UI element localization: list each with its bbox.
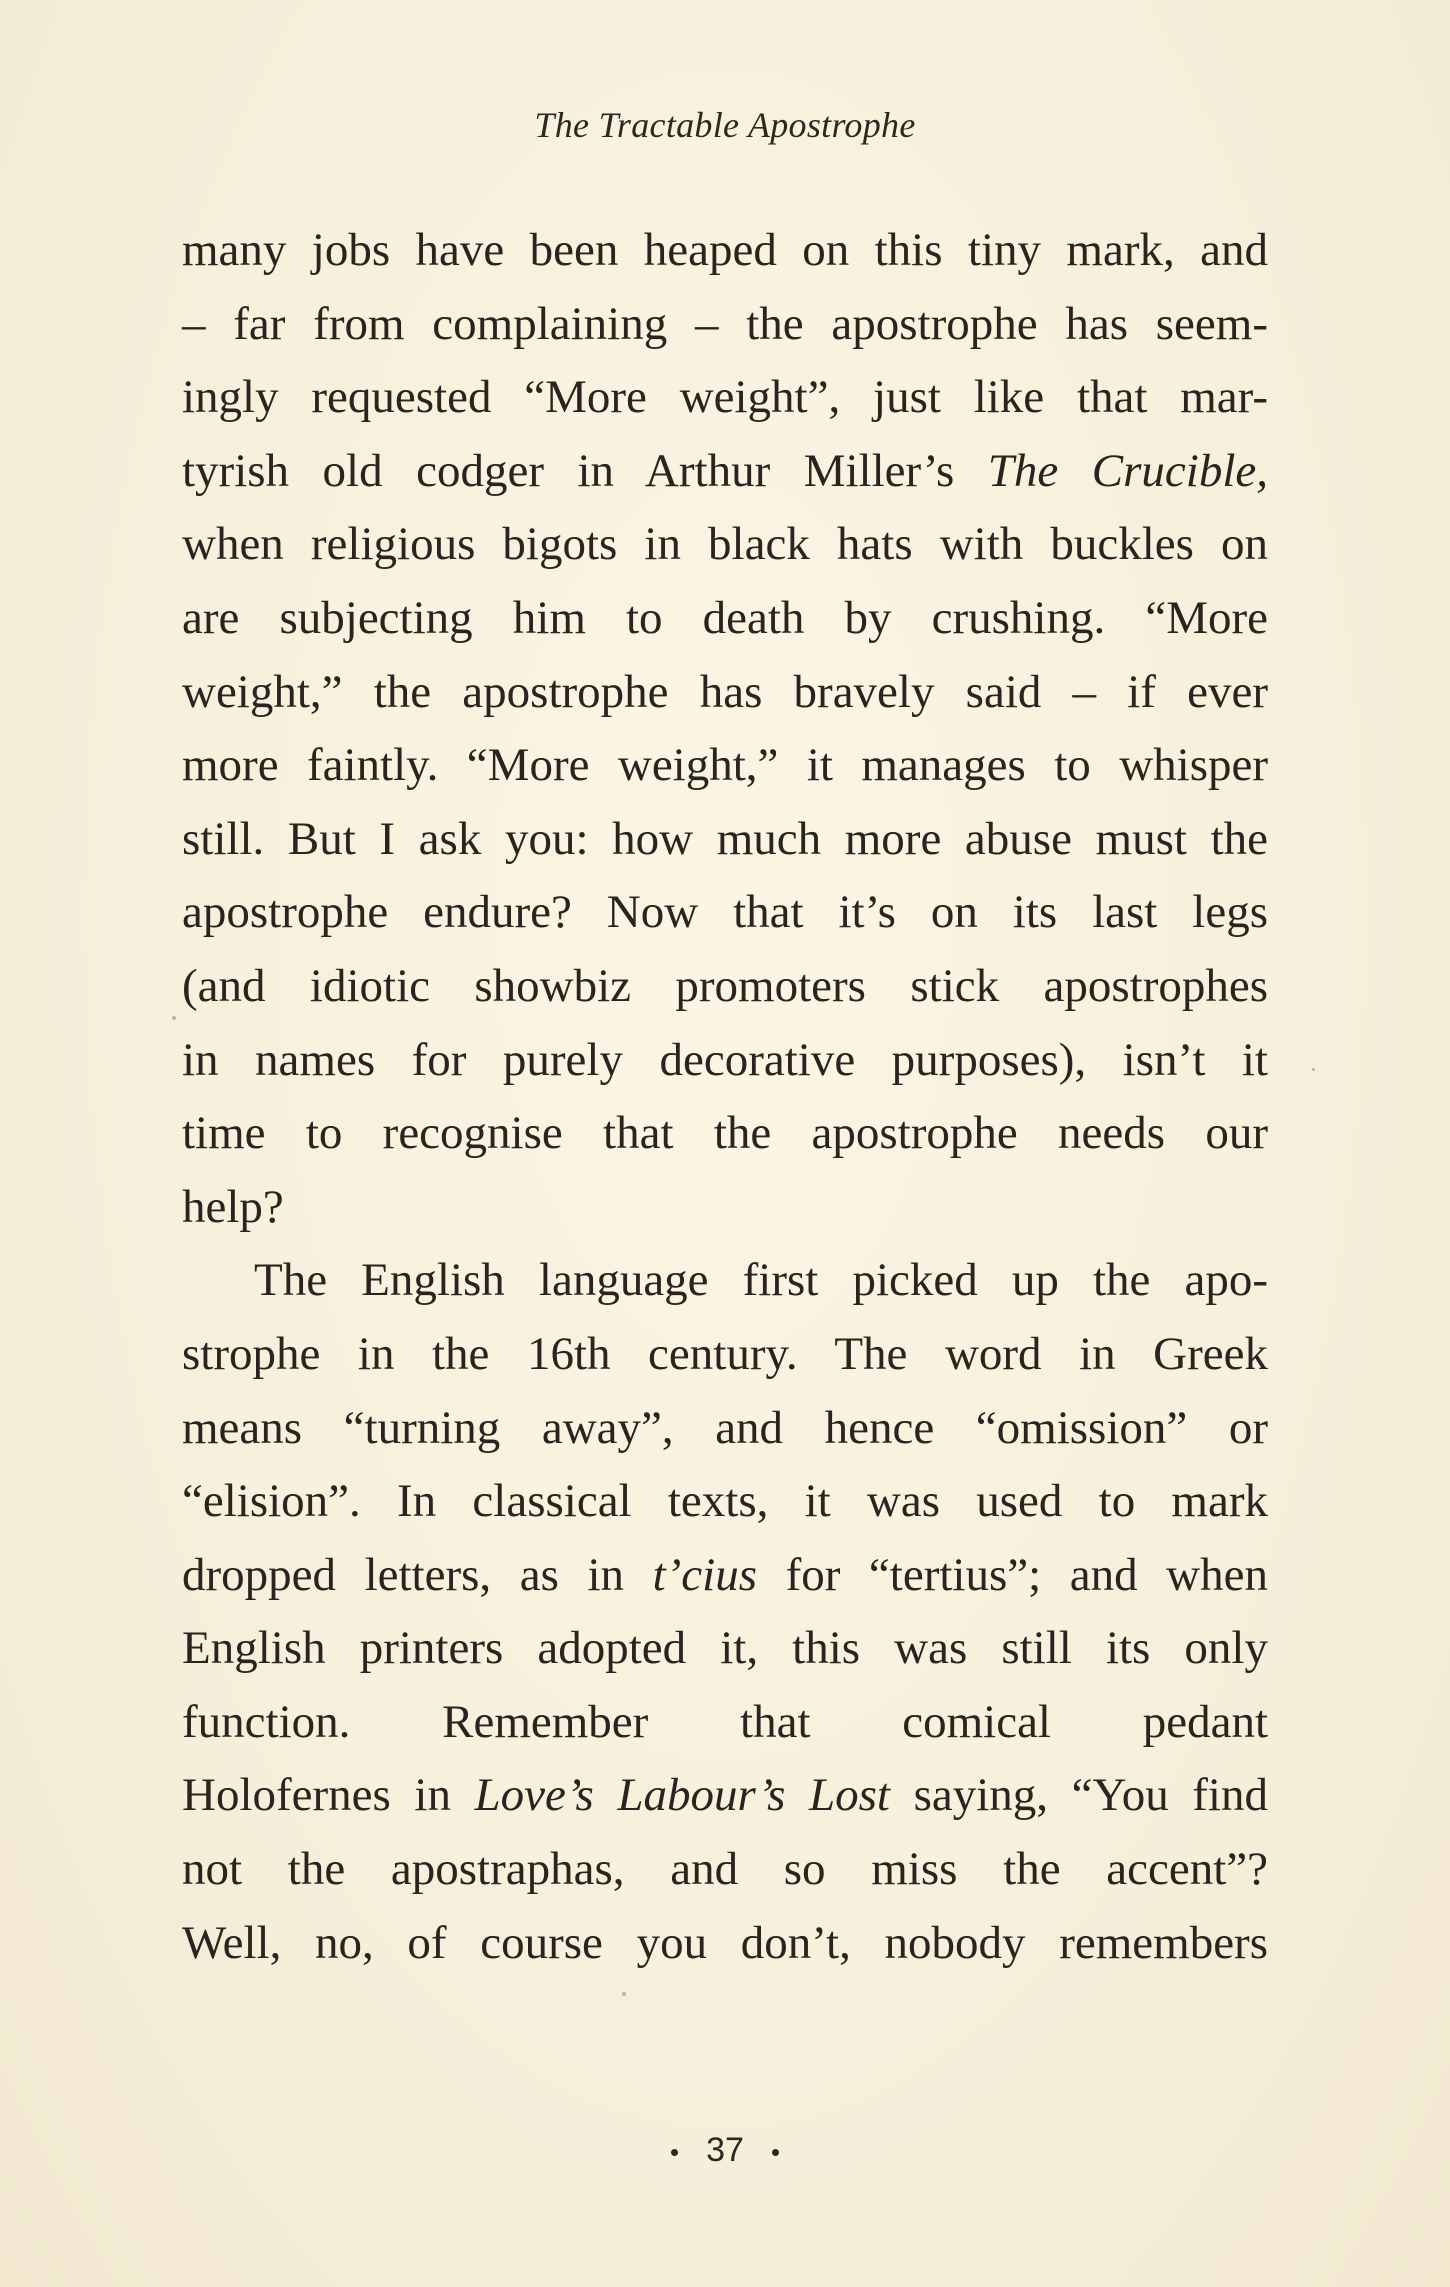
text-line: still. But I ask you: how much more abuse must the [182,812,1268,865]
paper-speck [622,1992,626,1996]
text-line: The English language first picked up the apo- [254,1254,1268,1307]
page-number-text: 37 [706,2131,744,2169]
text-line: “elision”. In classical texts, it was used to mark [182,1475,1268,1528]
text-line [182,435,1268,509]
text-line: are subjecting him to death by crushing. “More [182,591,1268,644]
text-span: dropped letters, as in [182,1548,653,1601]
text-span: tyrish old codger in Arthur Miller’s [182,444,988,497]
text-line [182,1539,1268,1613]
text-span: Holofernes in [182,1769,475,1822]
text-line: English printers adopted it, this was still its only [182,1622,1268,1675]
bullet-icon [671,2149,678,2156]
paper-speck [1312,1068,1315,1071]
text-line: many jobs have been heaped on this tiny mark, and [182,224,1268,276]
text-line: ingly requested “More weight”, just like that mar- [182,371,1268,424]
page-number [0,2131,1450,2170]
text-line: weight,” the apostrophe has bravely said – if ever [182,665,1268,718]
text-line: apostrophe endure? Now that it’s on its last legs [182,886,1268,939]
text-line: when religious bigots in black hats with buckles on [182,518,1268,571]
italic-tcius: t’cius [652,1548,757,1601]
text-line: means “turning away”, and hence “omission” or [182,1401,1268,1454]
text-line: – far from complaining – the apostrophe has seem- [182,297,1268,350]
text-line: (and idiotic showbiz promoters stick apostrophes [182,959,1268,1012]
paper-speck [172,1016,176,1020]
text-line: help? [182,1180,284,1233]
text-line: more faintly. “More weight,” it manages to whisper [182,739,1268,792]
text-line: Well, no, of course you don’t, nobody remembers [182,1916,1268,1969]
body-text [182,214,1268,1980]
title-the-crucible: The Crucible, [987,444,1268,497]
bullet-icon [772,2149,779,2156]
text-line [182,1759,1268,1833]
text-span: for “tertius”; and when [757,1548,1268,1601]
title-loves-labours-lost: Love’s Labour’s Lost [474,1769,890,1822]
text-line: time to recognise that the apostrophe needs our [182,1107,1268,1160]
running-head: The Tractable Apostrophe [534,105,916,145]
text-line: function. Remember that comical pedant [182,1695,1268,1748]
text-line: strophe in the 16th century. The word in Greek [182,1327,1268,1380]
text-span: saying, “You find [889,1769,1268,1822]
text-line: in names for purely decorative purposes), isn’t it [182,1033,1268,1086]
text-line: not the apostraphas, and so miss the accent”? [182,1843,1268,1896]
